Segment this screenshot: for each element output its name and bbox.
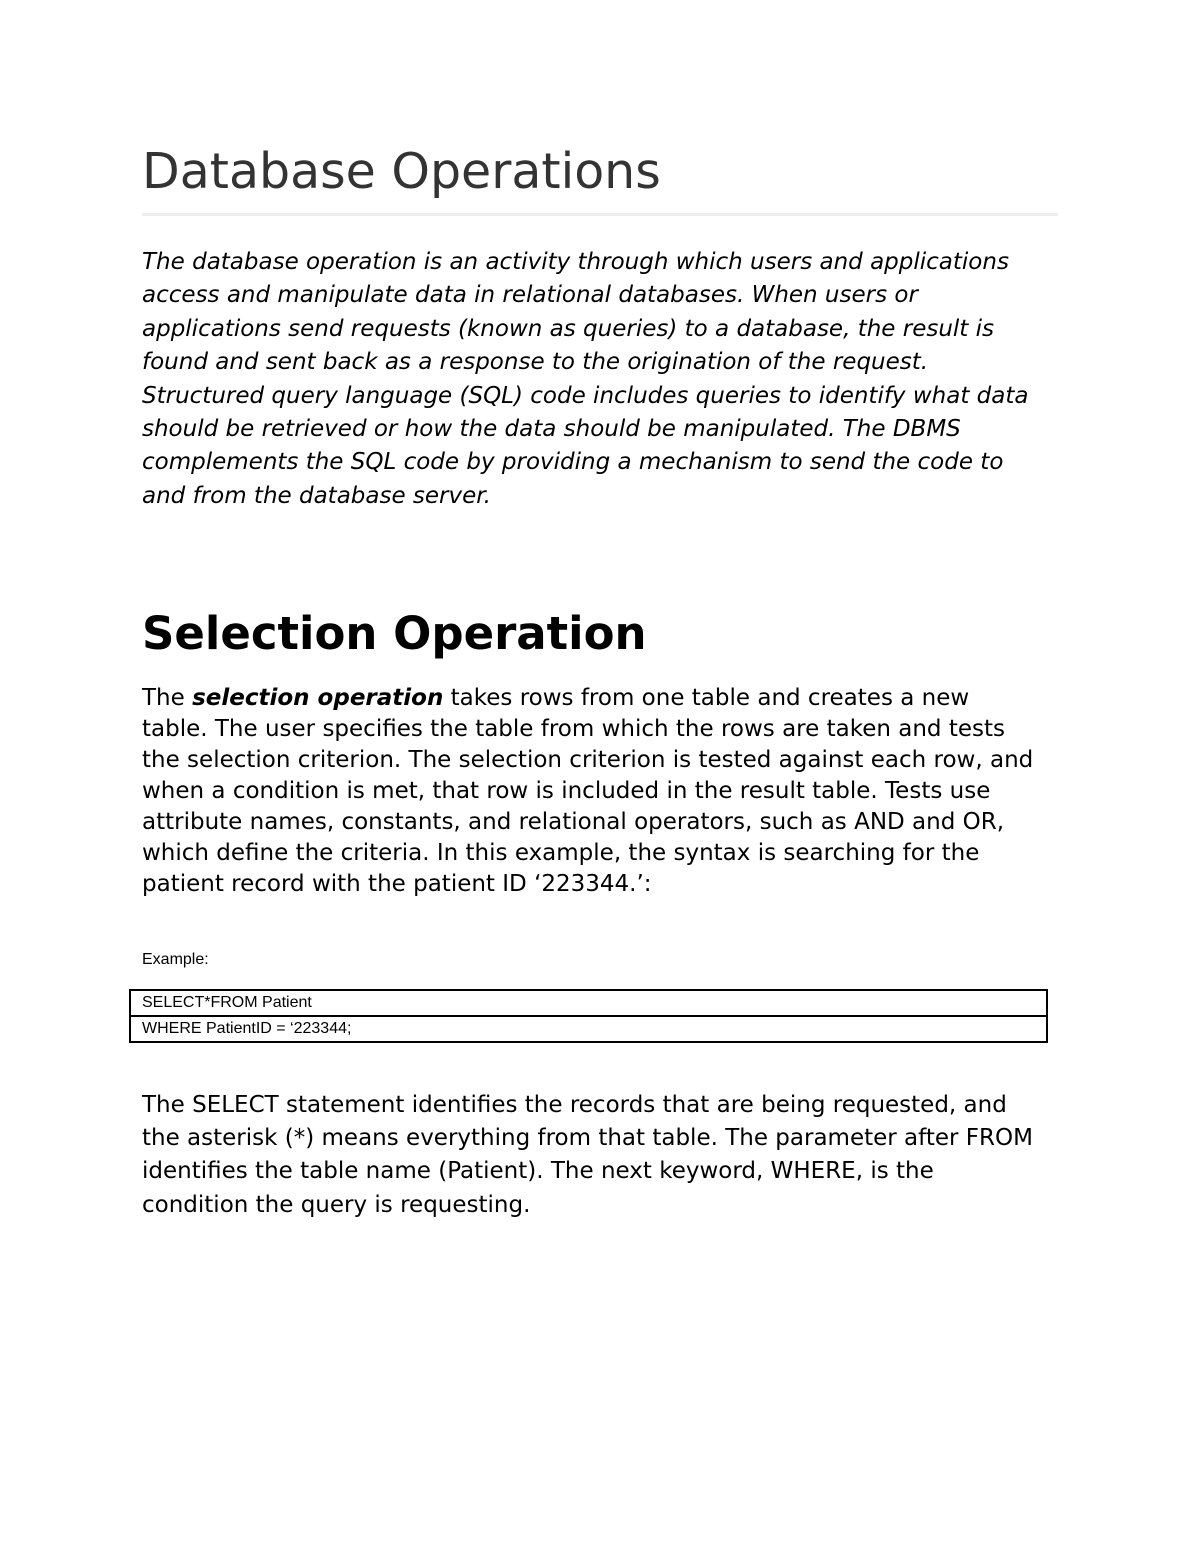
code-example-table	[129, 989, 1048, 1043]
code-row	[130, 1016, 1047, 1042]
code-row	[130, 990, 1047, 1016]
selection-paragraph	[142, 683, 1042, 900]
code-line: WHERE PatientID = ‘223344;	[130, 1016, 1047, 1042]
code-line: SELECT*FROM Patient	[130, 990, 1047, 1016]
example-label: Example:	[142, 951, 209, 968]
page-title: Database Operations	[142, 143, 661, 200]
explanation-paragraph: The SELECT statement identifies the records that are being requested, and the asterisk (*) means everything from that table. The parameter after FROM identifies the table name (Patient). The next keyword, WHERE, is the condition the query is requesting.	[142, 1092, 1033, 1218]
section-heading: Selection Operation	[142, 607, 647, 660]
selection-paragraph-lead: The	[142, 685, 193, 711]
selection-paragraph-rest: takes rows from one table and creates a new table. The user specifies the table from which the rows are taken and tests the selection criterion. The selection criterion is tested against each row, and when a condition is met, that row is included in the result table. Tests use attribute names, constants, and relational operators, such as AND and OR, which define the criteria. In this example, the syntax is searching for the patient record with the patient ID ‘223344.’:	[142, 685, 1034, 897]
intro-paragraph: The database operation is an activity through which users and applications access and manipulate data in relational databases. When users or applications send requests (known as queries) to a database, the result is found and sent back as a response to the origination of the request. Structured query language (SQL) code includes queries to identify what data should be retrieved or how the data should be manipulated. The DBMS complements the SQL code by providing a mechanism to send the code to and from the database server.	[142, 249, 1029, 509]
title-divider	[142, 213, 1058, 216]
selection-term: selection operation	[192, 685, 444, 711]
